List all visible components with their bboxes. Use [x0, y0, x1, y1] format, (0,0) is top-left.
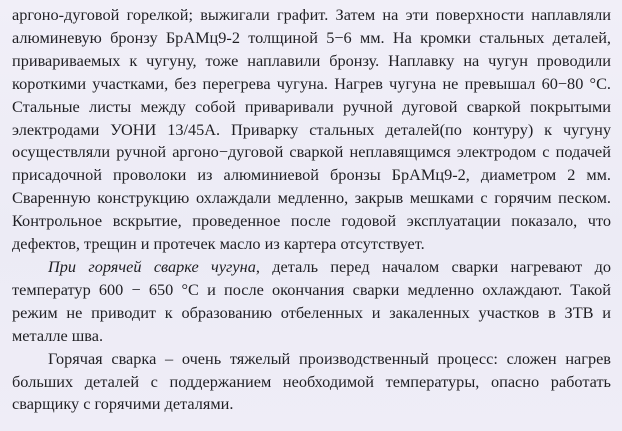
paragraph-hot-welding-drawbacks: Горячая сварка – очень тяжелый производственный процесс: сложен нагрев больших деталей с поддержанием необходимой температуры, опасно работать сварщику с горячими деталями. — [12, 348, 611, 414]
hot-welding-description: , деталь перед началом сварки нагревают до температур 600 − 650 °С и после окончания сварки медленно охлаждают. Такой режим не приводит к образованию отбеленных и закаленных участков в ЗТВ и металле шва. — [12, 256, 612, 345]
hot-welding-term: При горячей сварке чугуна — [48, 256, 256, 276]
paragraph-hot-welding — [12, 256, 611, 348]
paragraph-cold-welding-procedure: аргоно-дуговой горелкой; выжигали графит. Затем на эти поверхности наплавляли алюминевую бронзу БрАМц9-2 толщиной 5−6 мм. На кромки стальных деталей, привариваемых к чугуну, тоже наплавили бронзу. Наплавку на чугун проводили короткими участками, без перегрева чугуна. Нагрев чугуна не превышал 60−80 °С. Стальные листы между собой приваривали ручной дуговой сваркой покрытыми электродами УОНИ 13/45А. Приварку стальных деталей(по контуру) к чугуну осуществляли ручной аргоно−дуговой сваркой неплавящимся электродом с подачей присадочной проволоки из алюминиевой бронзы БрАМц9-2, диаметром 2 мм. Сваренную конструкцию охлаждали медленно, закрыв мешками с горячим песком. Контрольное вскрытие, проведенное после годовой эксплуатации показало, что дефектов, трещин и протечек масло из картера отсутствует. — [12, 5, 611, 254]
